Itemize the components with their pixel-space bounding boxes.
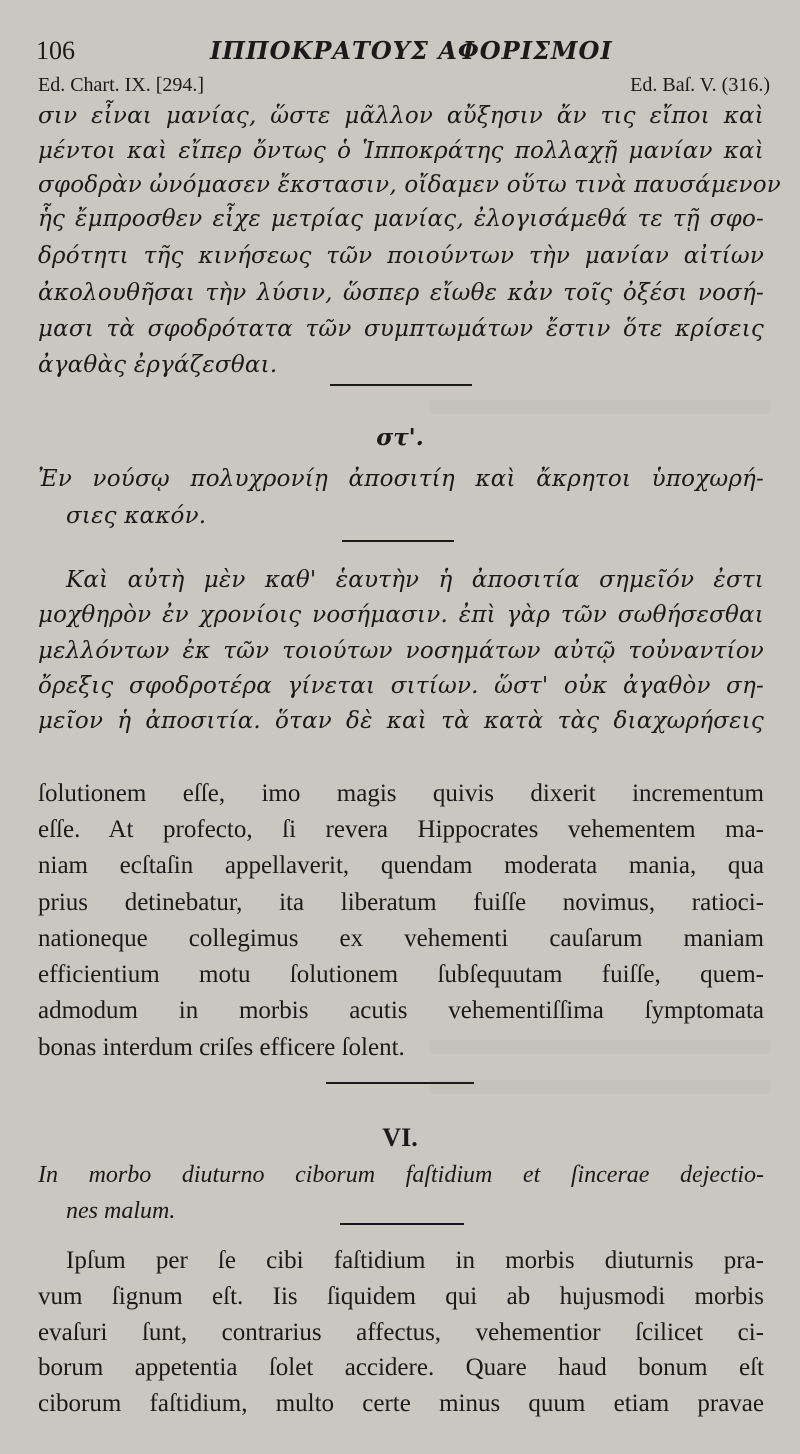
text-line: σιν εἶναι μανίας, ὥστε μᾶλλον αὔξησιν ἄν τις εἴποι καὶ bbox=[38, 103, 764, 129]
text-line: Ipſum per ſe cibi faſtidium in morbis diuturnis pra- bbox=[66, 1247, 764, 1274]
text-line: nationeque collegimus ex vehementi cauſarum maniam bbox=[38, 925, 764, 952]
text-line: nes malum. bbox=[66, 1198, 176, 1224]
section-divider bbox=[342, 540, 454, 542]
text-line: μέντοι καὶ εἴπερ ὄντως ὁ Ἱπποκράτης πολλαχῇ μανίαν καὶ bbox=[38, 138, 764, 164]
text-line: prius detinebatur, ita liberatum fuiſſe novimus, ratioci- bbox=[38, 889, 764, 916]
text-line: In morbo diuturno ciborum faſtidium et ſincerae dejectio- bbox=[38, 1162, 764, 1188]
text-line: ſolutionem eſſe, imo magis quivis dixerit incrementum bbox=[38, 780, 764, 807]
text-line: ἀγαθὰς ἐργάζεσθαι. bbox=[38, 352, 278, 378]
text-line: ἀκολουθῆσαι τὴν λύσιν, ὥσπερ εἴωθε κἀν τοῖς ὀξέσι νοσή- bbox=[38, 280, 764, 306]
latin-section-number: VI. bbox=[382, 1123, 418, 1152]
text-line: μελλόντων ἐκ τῶν τοιούτων νοσημάτων αὐτῷ τοὐναντίον bbox=[38, 638, 764, 664]
greek-section-number: στ'. bbox=[376, 424, 424, 451]
text-line: eſſe. At profecto, ſi revera Hippocrates vehementem ma- bbox=[38, 816, 764, 843]
text-line: ciborum faſtidium, multo certe minus quum etiam pravae bbox=[38, 1390, 764, 1417]
section-divider bbox=[340, 1223, 464, 1225]
edition-reference-right: Ed. Baſ. V. (316.) bbox=[630, 74, 770, 96]
running-title: ΙΠΠΟΚΡΑΤΟΥΣ ΑΦΟΡΙΣΜΟΙ bbox=[210, 36, 613, 65]
text-line: σιες κακόν. bbox=[66, 503, 207, 529]
page-number: 106 bbox=[36, 36, 75, 65]
section-divider bbox=[326, 1082, 474, 1084]
text-line: admodum in morbis acutis vehementiſſima ſymptomata bbox=[38, 997, 764, 1024]
text-line: borum appetentia ſolet accidere. Quare haud bonum eſt bbox=[38, 1354, 764, 1381]
text-line: μασι τὰ σφοδρότατα τῶν συμπτωμάτων ἔστιν ὅτε κρίσεις bbox=[38, 316, 764, 342]
text-line: evaſuri ſunt, contrarius affectus, vehementior ſcilicet ci- bbox=[38, 1319, 764, 1346]
edition-reference-left: Ed. Chart. IX. [294.] bbox=[38, 74, 205, 96]
text-line: Ἐν νούσῳ πολυχρονίῃ ἀποσιτίη καὶ ἄκρητοι ὑποχωρή- bbox=[38, 466, 764, 492]
text-line: δρότητι τῆς κινήσεως τῶν ποιούντων τὴν μανίαν αἰτίων bbox=[38, 243, 764, 269]
text-line: efficientium motu ſolutionem ſubſequutam fuiſſe, quem- bbox=[38, 961, 764, 988]
text-line: μεῖον ἡ ἀποσιτία. ὅταν δὲ καὶ τὰ κατὰ τὰς διαχωρήσεις bbox=[38, 708, 764, 734]
text-line: Καὶ αὐτὴ μὲν καθ' ἑαυτὴν ἡ ἀποσιτία σημεῖόν ἐστι bbox=[66, 567, 764, 593]
text-line: vum ſignum eſt. Iis ſiquidem qui ab hujusmodi morbis bbox=[38, 1283, 764, 1310]
text-line: σφοδρὰν ὠνόμασεν ἔκστασιν, οἴδαμεν οὕτω τινὰ παυσάμενον bbox=[38, 172, 781, 198]
section-divider bbox=[330, 384, 472, 386]
text-line: μοχθηρὸν ἐν χρονίοις νοσήμασιν. ἐπὶ γὰρ τῶν σωθήσεσθαι bbox=[38, 602, 764, 628]
text-line: ὄρεξις σφοδροτέρα γίνεται σιτίων. ὥστ' οὐκ ἀγαθὸν ση- bbox=[38, 673, 764, 699]
text-line: ἧς ἔμπροσθεν εἶχε μετρίας μανίας, ἐλογισάμεθά τε τῇ σφο- bbox=[38, 206, 764, 232]
text-line: bonas interdum criſes efficere ſolent. bbox=[38, 1034, 405, 1061]
text-line: niam ecſtaſin appellaverit, quendam moderata mania, qua bbox=[38, 852, 764, 879]
